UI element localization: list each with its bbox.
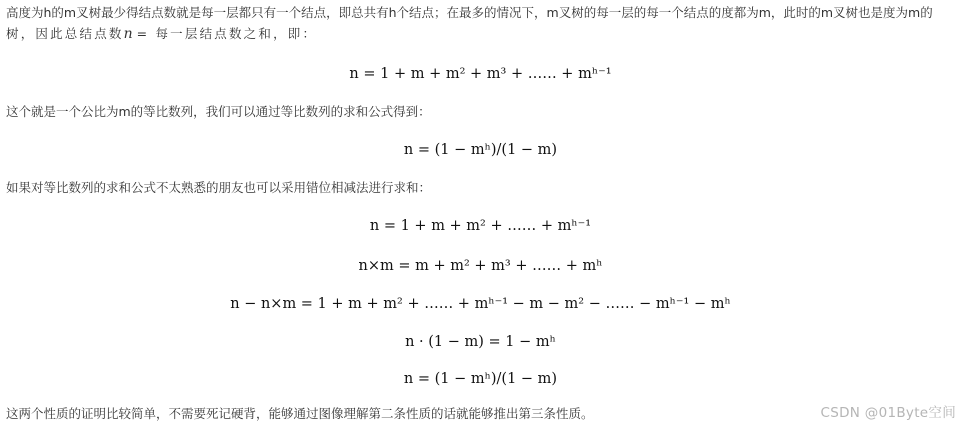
- inline-variable-n: n: [123, 26, 133, 42]
- formula-series-n: n = 1 + m + m² + …… + mʰ⁻¹: [369, 218, 592, 234]
- formula-subtraction: n − n×m = 1 + m + m² + …… + mʰ⁻¹ − m − m² − …… − mʰ⁻¹ − mʰ: [230, 296, 731, 312]
- csdn-watermark: CSDN @01Byte空间: [820, 405, 956, 421]
- formula-series-n-times-m: n×m = m + m² + m³ + …… + mʰ: [358, 258, 603, 274]
- formula-geometric-sum: n = (1 − mʰ)/(1 − m): [403, 142, 558, 158]
- formula-factored: n · (1 − m) = 1 − mʰ: [405, 334, 556, 350]
- formula-sum-nodes: n = 1 + m + m² + m³ + …… + mʰ⁻¹: [349, 66, 612, 82]
- paragraph-intro: [6, 2, 954, 45]
- paragraph-intro-line2-prefix: 树，因此总结点数: [6, 26, 124, 41]
- paragraph-intro-line2-suffix: = 每一层结点数之和，即：: [136, 26, 318, 41]
- paragraph-intro-line1: 高度为h的m叉树最少得结点数就是每一层都只有一个结点，即总共有h个结点；在最多的情况下，m叉树的每一层的每一个结点的度都为m，此时的m叉树也是度为m的: [6, 5, 933, 20]
- paragraph-geometric-series: 这个就是一个公比为m的等比数列，我们可以通过等比数列的求和公式得到：: [6, 104, 431, 119]
- formula-result: n = (1 − mʰ)/(1 − m): [403, 371, 558, 387]
- paragraph-offset-subtraction: 如果对等比数列的求和公式不太熟悉的朋友也可以采用错位相减法进行求和：: [6, 180, 432, 195]
- paragraph-conclusion: 这两个性质的证明比较简单，不需要死记硬背，能够通过图像理解第二条性质的话就能够推出第三条性质。: [6, 406, 594, 421]
